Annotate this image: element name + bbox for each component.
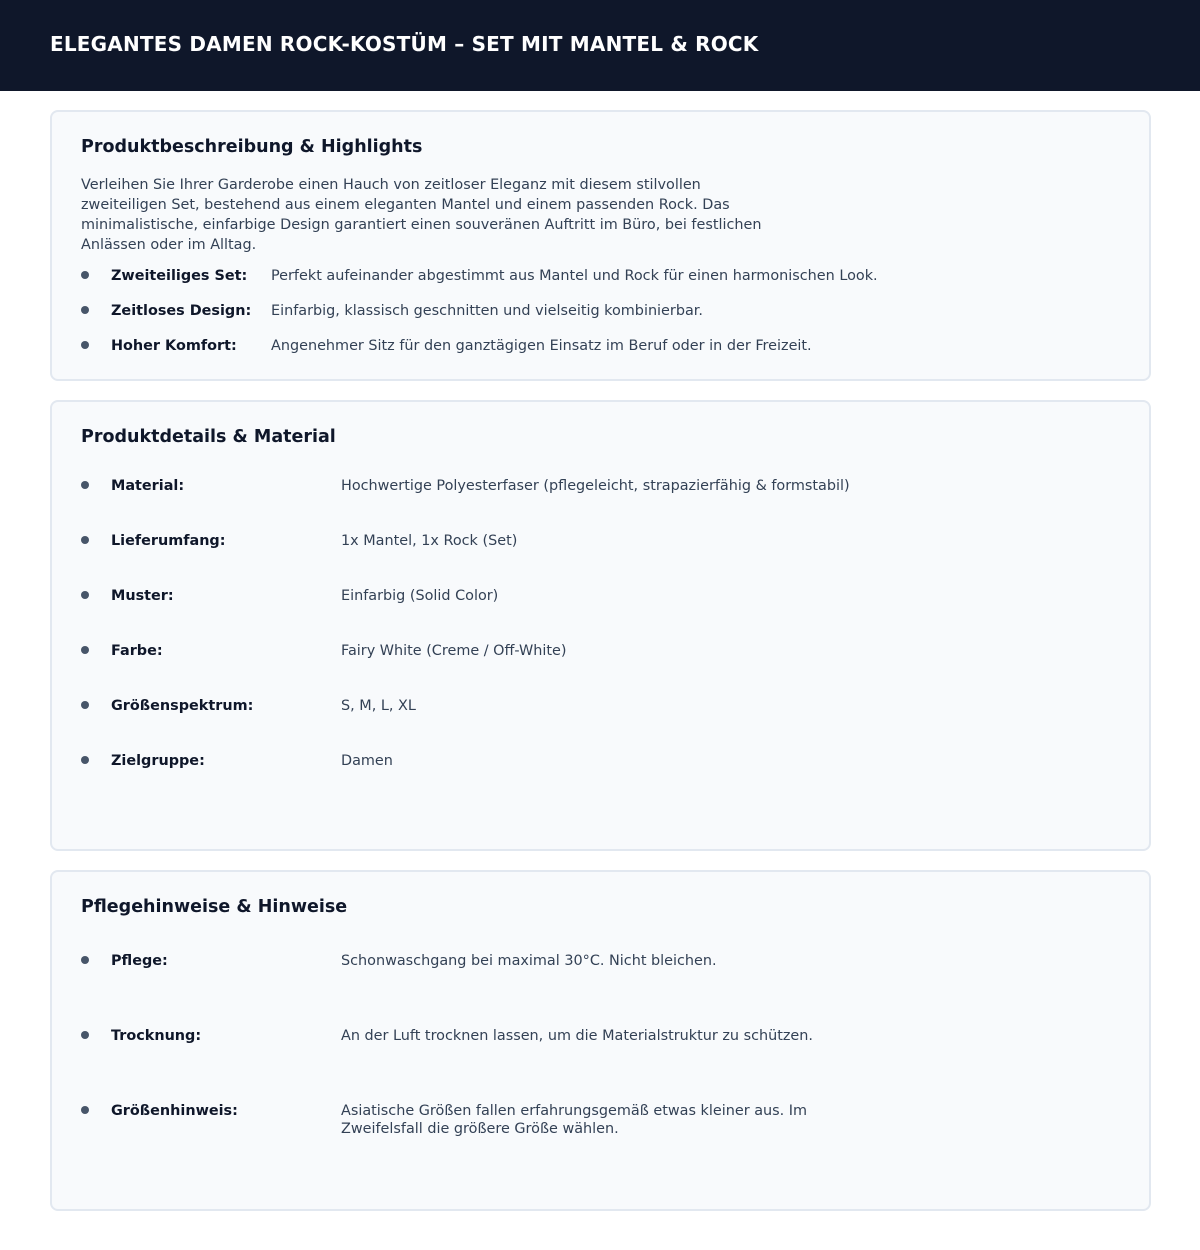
highlights-card <box>50 110 1151 381</box>
highlight-label: Zeitloses Design: <box>111 303 252 319</box>
detail-value: Damen <box>341 753 393 769</box>
detail-label: Muster: <box>111 588 174 604</box>
bullet-icon <box>81 1031 89 1039</box>
detail-label: Material: <box>111 478 185 494</box>
bullet-icon <box>81 536 89 544</box>
highlights-heading: Produktbeschreibung & Highlights <box>81 137 423 157</box>
details-heading: Produktdetails & Material <box>81 427 336 447</box>
bullet-icon <box>81 956 89 964</box>
detail-value: 1x Mantel, 1x Rock (Set) <box>341 533 518 549</box>
care-value: Schonwaschgang bei maximal 30°C. Nicht bleichen. <box>341 953 717 969</box>
page-header <box>0 0 1200 91</box>
bullet-icon <box>81 591 89 599</box>
bullet-icon <box>81 1106 89 1114</box>
bullet-icon <box>81 646 89 654</box>
bullet-icon <box>81 271 89 279</box>
bullet-icon <box>81 481 89 489</box>
detail-label: Größenspektrum: <box>111 698 254 714</box>
detail-value: S, M, L, XL <box>341 698 416 714</box>
bullet-icon <box>81 306 89 314</box>
bullet-icon <box>81 341 89 349</box>
care-label: Pflege: <box>111 953 168 969</box>
care-label: Trocknung: <box>111 1028 202 1044</box>
bullet-icon <box>81 756 89 764</box>
highlight-label: Zweiteiliges Set: <box>111 268 248 284</box>
care-label: Größenhinweis: <box>111 1103 238 1119</box>
detail-value: Hochwertige Polyesterfaser (pflegeleicht, strapazierfähig & formstabil) <box>341 478 850 494</box>
detail-value: Fairy White (Creme / Off-White) <box>341 643 567 659</box>
detail-label: Farbe: <box>111 643 163 659</box>
bullet-icon <box>81 701 89 709</box>
highlight-value: Einfarbig, klassisch geschnitten und vielseitig kombinierbar. <box>271 303 703 319</box>
care-value: Asiatische Größen fallen erfahrungsgemäß etwas kleiner aus. Im Zweifelsfall die größere Größe wählen. <box>341 1103 808 1137</box>
detail-label: Zielgruppe: <box>111 753 205 769</box>
care-heading: Pflegehinweise & Hinweise <box>81 897 348 917</box>
details-card <box>50 400 1151 851</box>
highlight-value: Angenehmer Sitz für den ganztägigen Einsatz im Beruf oder in der Freizeit. <box>271 338 812 354</box>
detail-label: Lieferumfang: <box>111 533 226 549</box>
page-title: ELEGANTES DAMEN ROCK-KOSTÜM – SET MIT MANTEL & ROCK <box>50 31 759 56</box>
care-card <box>50 870 1151 1211</box>
highlight-value: Perfekt aufeinander abgestimmt aus Mantel und Rock für einen harmonischen Look. <box>271 268 878 284</box>
product-description: Verleihen Sie Ihrer Garderobe einen Hauch von zeitloser Eleganz mit diesem stilvollen zweiteiligen Set, bestehend aus einem eleganten Mantel und einem passenden Rock. Das minimalistische, einfarbige Design garantiert einen souveränen Auftritt im Büro, bei festlichen Anlässen oder im Alltag. <box>81 177 762 253</box>
detail-value: Einfarbig (Solid Color) <box>341 588 499 604</box>
care-value: An der Luft trocknen lassen, um die Materialstruktur zu schützen. <box>341 1028 813 1044</box>
highlight-label: Hoher Komfort: <box>111 338 237 354</box>
